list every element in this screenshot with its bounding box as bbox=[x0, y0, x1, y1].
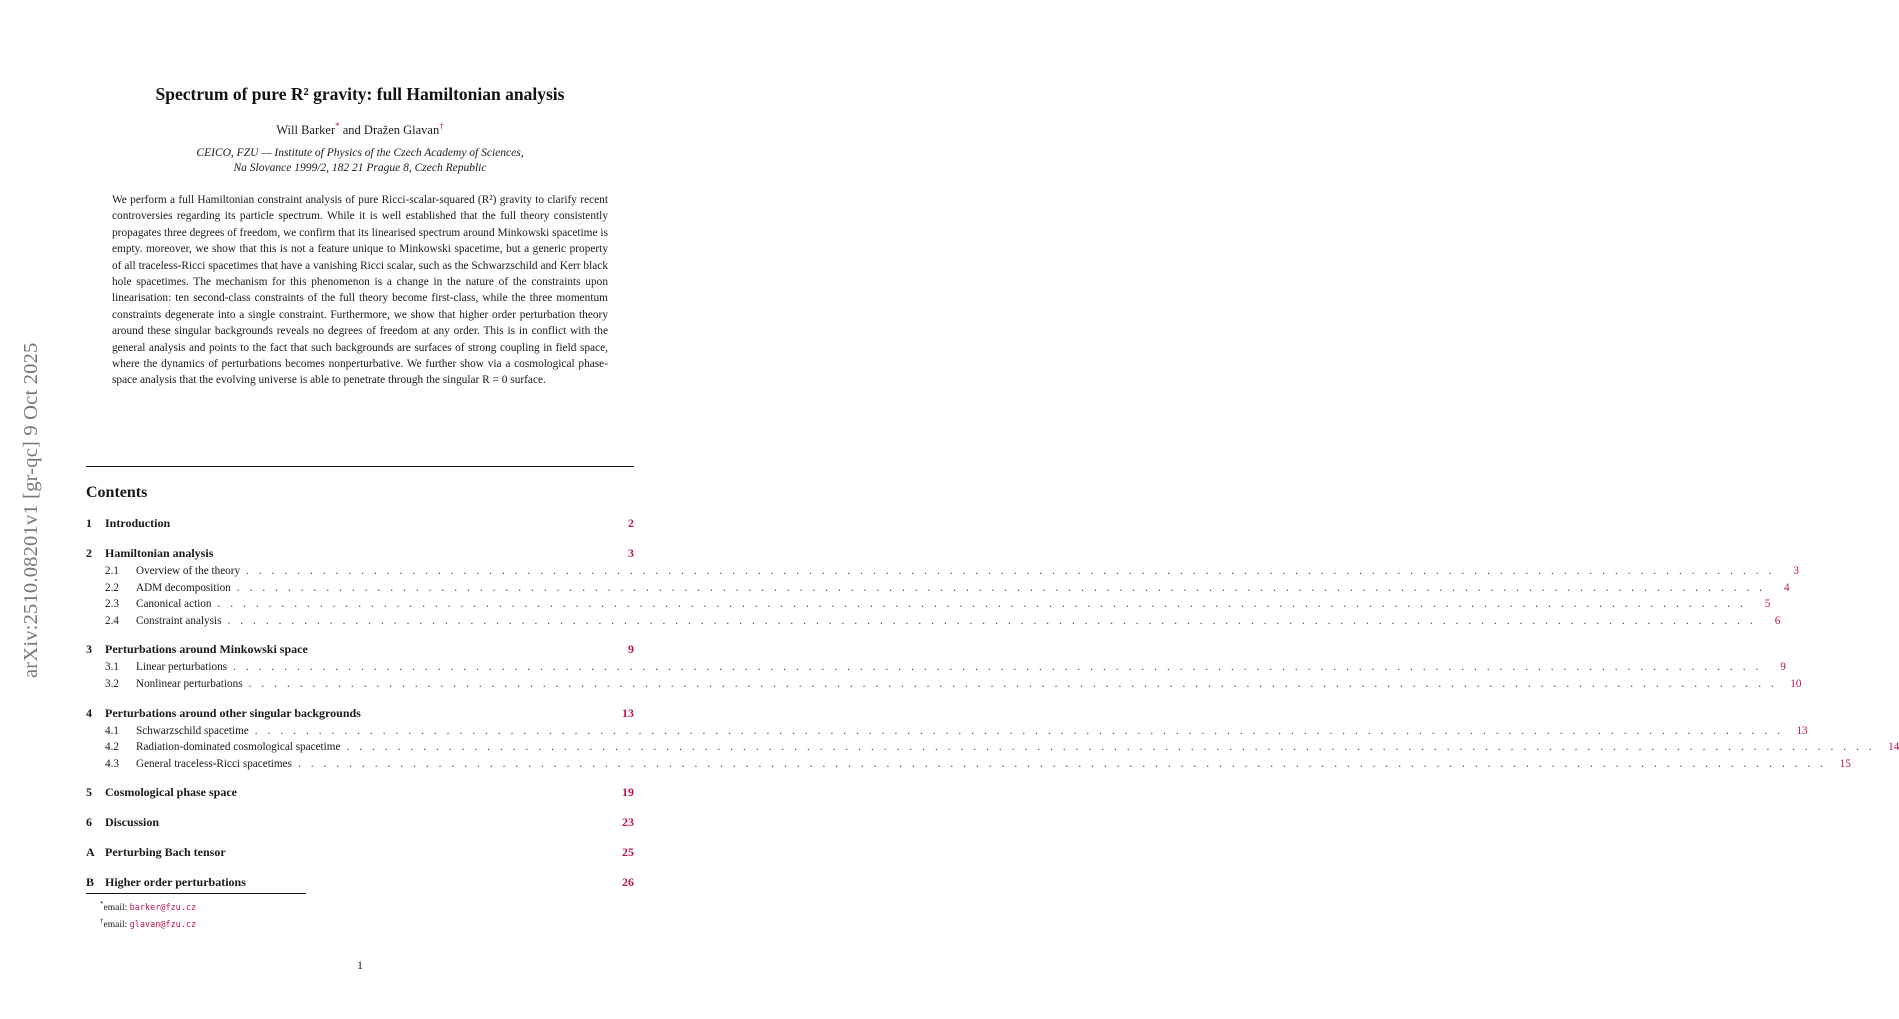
toc-subsection-entry[interactable] bbox=[86, 596, 1771, 613]
toc-page-link[interactable]: 5 bbox=[1764, 598, 1771, 611]
toc-page-link[interactable]: 25 bbox=[622, 845, 634, 860]
section-divider bbox=[86, 466, 634, 467]
toc-page-link[interactable]: 4 bbox=[1784, 581, 1790, 594]
toc-leader-dots: . . . . . . . . . . . . . . . . . . . . . . . . . . . . . . . . . . . . . . . . . . . . . . . . . . . . . . . . . . . . . . . . . . . . . . . . . . . . . . . . . . . . . . . . . . . . . . . . . . . . . . . . . . . . . . . . . . . . . . . . bbox=[233, 661, 1762, 674]
toc-subsection-entry[interactable] bbox=[86, 563, 1799, 580]
abstract: We perform a full Hamiltonian constraint analysis of pure Ricci-scalar-squared (R²) gravity to clarify recent controversies regarding its particle spectrum. While it is well established that the full theory consistently propagates three degrees of freedom, we confirm that its linearised spectrum around Minkowski spacetime is empty. moreover, we show that this is not a feature unique to Minkowski spacetime, but a generic property of all traceless-Ricci spacetimes that have a vanishing Ricci scalar, such as the Schwarzschild and Kerr black hole spacetimes. The mechanism for this phenomenon is a change in the nature of the constraints upon linearisation: ten second-class constraints of the full theory become first-class, while the three momentum constraints degenerate into a single constraint. Furthermore, we show that higher order perturbation theory around these singular backgrounds reveals no degrees of freedom at any order. This is in conflict with the general analysis and points to the fact that such backgrounds are surfaces of strong coupling in field space, where the dynamics of perturbations becomes nonperturbative. We further show via a cosmological phase-space analysis that the evolving universe is able to penetrate through the singular R = 0 surface. bbox=[112, 194, 608, 387]
toc-subsection-label: Nonlinear perturbations bbox=[136, 677, 243, 690]
toc-section-entry[interactable] bbox=[86, 842, 634, 862]
footnote bbox=[100, 898, 196, 915]
toc-section-label: Introduction bbox=[105, 516, 171, 530]
footnote-symbol: * bbox=[100, 900, 104, 908]
toc-subsection-number: 4.1 bbox=[105, 724, 119, 737]
toc-section-entry[interactable] bbox=[86, 812, 634, 832]
toc-subsection-entry[interactable] bbox=[86, 756, 1851, 773]
toc-leader-dots: . . . . . . . . . . . . . . . . . . . . . . . . . . . . . . . . . . . . . . . . . . . . . . . . . . . . . . . . . . . . . . . . . . . . . . . . . . . . . . . . . . . . . . . . . . . . . . . . . . . . . . . . . . . . . . . . . . . . . . . . bbox=[217, 598, 1747, 611]
toc-page-link[interactable]: 2 bbox=[628, 516, 634, 530]
toc-spacer bbox=[86, 629, 634, 639]
toc-section-number: 4 bbox=[86, 705, 92, 720]
toc-section-label: Perturbations around Minkowski space bbox=[105, 642, 308, 657]
toc-section-label: Perturbations around other singular backgrounds bbox=[105, 705, 361, 720]
toc-subsection-entry[interactable] bbox=[86, 659, 1786, 676]
author-conjunction: and bbox=[342, 123, 361, 138]
toc-section-number: B bbox=[86, 875, 95, 890]
footnote-prefix: email: bbox=[103, 903, 128, 914]
toc-subsection-label: Radiation-dominated cosmological spacetime bbox=[136, 741, 341, 754]
toc-subsection-number: 2.2 bbox=[105, 581, 119, 594]
toc-section-entry[interactable] bbox=[86, 513, 634, 533]
toc-page-link[interactable]: 6 bbox=[1774, 614, 1781, 627]
toc-subsection-number: 2.1 bbox=[105, 565, 119, 577]
toc-section-label: Hamiltonian analysis bbox=[105, 546, 214, 560]
toc-section-number: 5 bbox=[86, 785, 92, 800]
toc-leader-dots: . . . . . . . . . . . . . . . . . . . . . . . . . . . . . . . . . . . . . . . . . . . . . . . . . . . . . . . . . . . . . . . . . . . . . . . . . . . . . . . . . . . . . . . . . . . . . . . . . . . . . . . . . . . . . . . . . . . . . . . . bbox=[246, 565, 1775, 577]
toc-page-link[interactable]: 19 bbox=[622, 785, 634, 800]
toc-subsection-number: 3.1 bbox=[105, 661, 119, 674]
author-name: Will Barker bbox=[276, 123, 336, 138]
toc-subsection-entry[interactable] bbox=[86, 580, 1790, 597]
toc-page-link[interactable]: 23 bbox=[622, 815, 634, 830]
toc-subsection-number: 4.2 bbox=[105, 741, 119, 754]
toc-section-label: Higher order perturbations bbox=[105, 875, 246, 890]
affiliation-line: CEICO, FZU — Institute of Physics of the Czech Academy of Sciences, bbox=[196, 147, 524, 159]
toc-spacer bbox=[86, 802, 634, 812]
page-number: 1 bbox=[357, 958, 363, 972]
toc-subsection-label: Schwarzschild spacetime bbox=[136, 724, 249, 737]
toc-subsection-number: 3.2 bbox=[105, 677, 119, 690]
toc-section-label: Perturbing Bach tensor bbox=[105, 845, 226, 860]
contents-heading: Contents bbox=[86, 484, 148, 501]
toc-subsection-number: 4.3 bbox=[105, 757, 119, 770]
footnote-symbol: † bbox=[100, 917, 104, 926]
toc-section-number: A bbox=[86, 845, 95, 860]
toc-page-link[interactable]: 15 bbox=[1839, 757, 1851, 770]
toc-section-number: 2 bbox=[86, 546, 92, 560]
toc-leader-dots: . . . . . . . . . . . . . . . . . . . . . . . . . . . . . . . . . . . . . . . . . . . . . . . . . . . . . . . . . . . . . . . . . . . . . . . . . . . . . . . . . . . . . . . . . . . . . . . . . . . . . . . . . . . . . . . . . . . . . . . . bbox=[236, 581, 1766, 594]
toc-page-link[interactable]: 3 bbox=[628, 546, 634, 560]
toc-subsection-label: Linear perturbations bbox=[136, 661, 228, 674]
toc-section-number: 1 bbox=[86, 516, 92, 530]
toc-page-link[interactable]: 9 bbox=[628, 642, 634, 657]
toc-section-entry[interactable] bbox=[86, 872, 634, 892]
toc-subsection-label: Constraint analysis bbox=[136, 614, 222, 627]
toc-subsection-number: 2.4 bbox=[105, 614, 119, 627]
toc-subsection-label: Canonical action bbox=[136, 598, 212, 611]
toc-subsection-entry[interactable] bbox=[86, 739, 1899, 756]
table-of-contents bbox=[86, 513, 1899, 892]
toc-section-entry[interactable] bbox=[86, 543, 634, 563]
toc-page-link[interactable]: 10 bbox=[1790, 677, 1802, 690]
toc-section-number: 3 bbox=[86, 642, 92, 657]
toc-section-entry[interactable] bbox=[86, 782, 634, 802]
toc-spacer bbox=[86, 772, 634, 782]
toc-spacer bbox=[86, 693, 634, 703]
toc-spacer bbox=[86, 862, 634, 872]
toc-page-link[interactable]: 3 bbox=[1793, 565, 1799, 577]
toc-subsection-label: General traceless-Ricci spacetimes bbox=[136, 757, 292, 770]
toc-page-link[interactable]: 13 bbox=[1796, 724, 1808, 737]
toc-section-entry[interactable] bbox=[86, 703, 634, 723]
toc-section-entry[interactable] bbox=[86, 639, 634, 659]
affiliation-line: Na Slovance 1999/2, 182 21 Prague 8, Czech Republic bbox=[233, 162, 487, 174]
email-link[interactable]: barker@fzu.cz bbox=[129, 903, 197, 914]
toc-leader-dots: . . . . . . . . . . . . . . . . . . . . . . . . . . . . . . . . . . . . . . . . . . . . . . . . . . . . . . . . . . . . . . . . . . . . . . . . . . . . . . . . . . . . . . . . . . . . . . . . . . . . . . . . . . . . . . . . . . . . . . . . bbox=[227, 614, 1757, 627]
toc-subsection-label: ADM decomposition bbox=[136, 581, 231, 594]
toc-subsection-entry[interactable] bbox=[86, 723, 1808, 740]
toc-leader-dots: . . . . . . . . . . . . . . . . . . . . . . . . . . . . . . . . . . . . . . . . . . . . . . . . . . . . . . . . . . . . . . . . . . . . . . . . . . . . . . . . . . . . . . . . . . . . . . . . . . . . . . . . . . . . . . . . . . . . . . . . bbox=[297, 757, 1827, 770]
footnote-mark-link[interactable]: † bbox=[439, 121, 444, 131]
author-line bbox=[86, 121, 634, 138]
toc-page-link[interactable]: 26 bbox=[622, 875, 634, 890]
toc-subsection-entry[interactable] bbox=[86, 613, 1781, 630]
footnote-divider bbox=[86, 893, 306, 894]
toc-leader-dots: . . . . . . . . . . . . . . . . . . . . . . . . . . . . . . . . . . . . . . . . . . . . . . . . . . . . . . . . . . . . . . . . . . . . . . . . . . . . . . . . . . . . . . . . . . . . . . . . . . . . . . . . . . . . . . . . . . . . . . . . bbox=[248, 677, 1778, 690]
toc-page-link[interactable]: 9 bbox=[1780, 661, 1786, 674]
author-name: Dražen Glavan bbox=[363, 123, 440, 138]
toc-subsection-label: Overview of the theory bbox=[136, 565, 241, 577]
affiliation bbox=[86, 146, 634, 176]
footnote bbox=[100, 915, 196, 932]
toc-leader-dots: . . . . . . . . . . . . . . . . . . . . . . . . . . . . . . . . . . . . . . . . . . . . . . . . . . . . . . . . . . . . . . . . . . . . . . . . . . . . . . . . . . . . . . . . . . . . . . . . . . . . . . . . . . . . . . . . . . . . . . . . bbox=[346, 741, 1876, 754]
toc-subsection-entry[interactable] bbox=[86, 676, 1802, 693]
arxiv-sidebar-stamp: arXiv:2510.08201v1 [gr-qc] 9 Oct 2025 bbox=[20, 342, 42, 678]
toc-section-label: Cosmological phase space bbox=[105, 785, 237, 800]
toc-subsection-number: 2.3 bbox=[105, 598, 119, 611]
footnote-prefix: email: bbox=[103, 920, 128, 931]
toc-page-link[interactable]: 14 bbox=[1888, 741, 1899, 754]
toc-section-number: 6 bbox=[86, 815, 92, 830]
toc-spacer bbox=[86, 533, 634, 543]
paper-title: Spectrum of pure R² gravity: full Hamiltonian analysis bbox=[155, 84, 565, 104]
email-link[interactable]: glavan@fzu.cz bbox=[129, 920, 197, 931]
toc-spacer bbox=[86, 832, 634, 842]
toc-section-label: Discussion bbox=[105, 815, 160, 830]
toc-leader-dots: . . . . . . . . . . . . . . . . . . . . . . . . . . . . . . . . . . . . . . . . . . . . . . . . . . . . . . . . . . . . . . . . . . . . . . . . . . . . . . . . . . . . . . . . . . . . . . . . . . . . . . . . . . . . . . . . . . . . . . . . bbox=[254, 724, 1784, 737]
footnotes bbox=[100, 898, 196, 932]
toc-page-link[interactable]: 13 bbox=[622, 705, 634, 720]
footnote-mark-link[interactable]: * bbox=[335, 121, 340, 131]
